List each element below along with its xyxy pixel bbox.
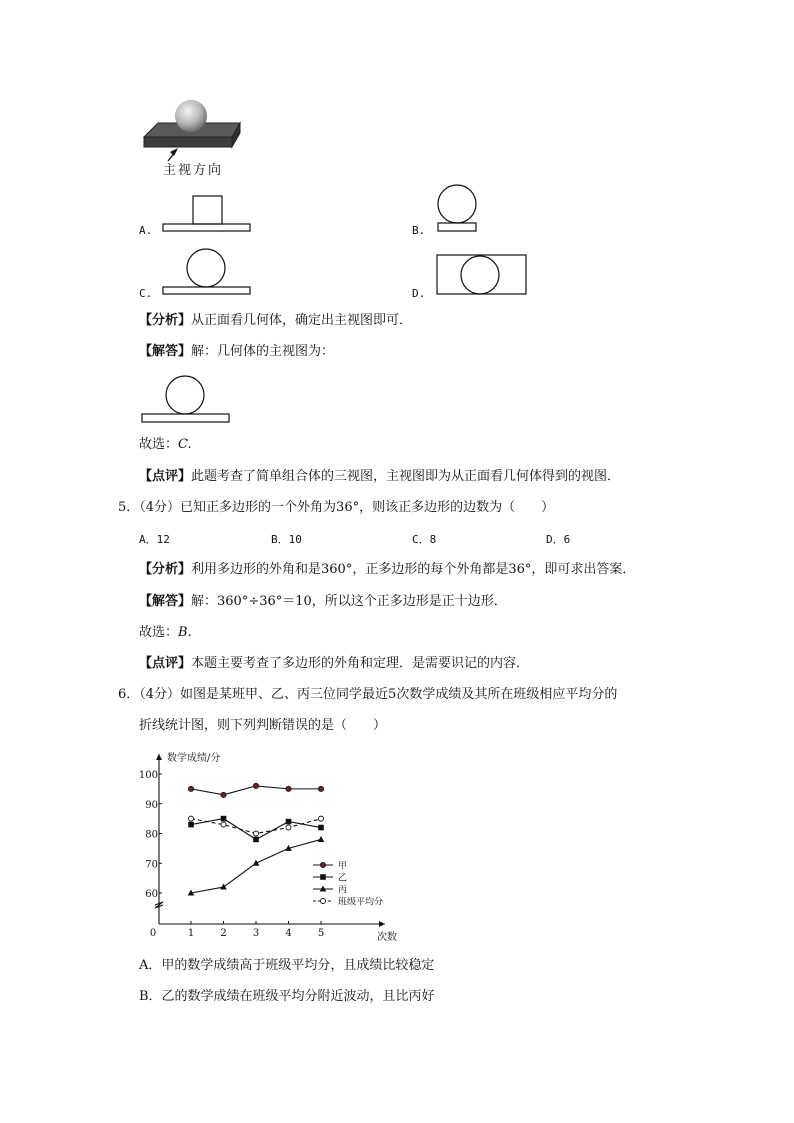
answer-value: C. [178,437,192,452]
q5-analysis [139,562,635,578]
solution-text: 解：几何体的主视图为： [191,344,335,359]
series-2-point [253,837,259,843]
series-2-point [286,819,292,825]
option-c-figure [162,246,254,296]
legend-label: 丙 [338,885,348,896]
q4-solution [139,344,334,360]
analysis-text: 利用多边形的外角和是360°，正多边形的每个外角都是36°，即可求出答案． [191,562,636,577]
q6-option-b: B．乙的数学成绩在班级平均分附近波动，且比丙好 [139,989,435,1004]
legend-label: 乙 [338,873,348,884]
ball [175,100,207,132]
legend-label: 班级平均分 [338,897,384,908]
figure-caption: 主视方向 [163,163,224,178]
series-3-point [220,884,227,890]
q5-option-a: A．12 [139,533,170,546]
option-b-label: B. [412,224,426,237]
q4-analysis [139,313,412,329]
y-axis-arrow [156,754,162,760]
comment-tag: 【点评】 [139,656,192,671]
answer-prefix: 故选： [139,437,179,452]
analysis-tag: 【分析】 [139,562,192,577]
series-4-point [221,822,226,827]
series-4-point [254,831,259,836]
q6-stem-line1: 6．（4分）如图是某班甲、乙、丙三位同学最近5次数学成绩及其所在班级相应平均分的 [118,687,618,702]
x-tick-label: 2 [220,928,227,939]
series-2-point [318,825,324,831]
series-1-point [253,783,258,788]
y-tick-label: 60 [145,889,158,900]
solution-tag: 【解答】 [139,344,192,359]
q5-option-b: B．10 [271,533,302,546]
legend-marker [320,862,325,867]
board-front [144,137,232,147]
q6-option-a: A．甲的数学成绩高于班级平均分，且成绩比较稳定 [139,958,435,973]
q5-option-c: C．8 [412,533,437,546]
answer-prefix: 故选： [139,625,179,640]
series-1-point [318,786,323,791]
series-4-point [319,816,324,821]
x-tick-label: 5 [317,928,325,939]
q4-comment [139,469,620,485]
legend-marker [320,874,326,880]
y-tick-label: 100 [138,770,158,781]
q4-answer [139,437,192,453]
analysis-text: 从正面看几何体，确定出主视图即可． [191,313,413,328]
solution-figure [140,373,234,425]
comment-text: 本题主要考查了多边形的外角和定理．是需要识记的内容． [191,656,530,671]
line-chart [138,748,410,944]
x-axis-label: 次数 [377,932,397,943]
q6-stem-line2: 折线统计图，则下列判断错误的是（ ） [139,718,387,733]
series-3-point [318,836,325,842]
option-b-figure [436,184,480,234]
analysis-tag: 【分析】 [139,313,192,328]
series-line-3 [191,839,321,893]
solution-text: 解：360°÷36°＝10，所以这个正多边形是正十边形． [191,594,507,609]
series-2-point [221,816,227,822]
q5-answer [139,625,192,641]
comment-text: 此题考查了简单组合体的三视图，主视图即为从正面看几何体得到的视图． [191,469,621,484]
option-a-figure [162,193,254,233]
y-axis-label: 数学成绩/分 [167,753,221,764]
x-tick-label: 4 [285,928,292,939]
series-2-point [188,822,194,828]
legend-marker [321,899,326,904]
answer-value: B. [178,625,192,640]
series-1-point [188,786,193,791]
option-d-label: D. [412,287,426,300]
q5-solution [139,594,507,610]
legend-label: 甲 [338,861,348,872]
x-tick-label: 3 [252,928,260,939]
y-tick-label: 70 [145,859,158,871]
comment-tag: 【点评】 [139,469,192,484]
q5-comment [139,656,529,672]
origin-label: 0 [149,928,157,939]
series-4-point [189,816,194,821]
y-tick-label: 90 [145,799,158,811]
x-axis-arrow [379,921,385,927]
x-tick-label: 1 [187,928,195,939]
q5-stem: 5．（4分）已知正多边形的一个外角为36°，则该正多边形的边数为（ ） [118,500,555,515]
series-1-point [286,786,291,791]
option-a-label: A. [139,224,153,237]
arrow-head [170,148,178,156]
option-d-figure [436,254,530,298]
y-tick-label: 80 [145,829,158,841]
series-1-point [221,792,226,797]
solution-tag: 【解答】 [139,594,192,609]
option-c-label: C. [139,287,153,300]
series-4-point [286,825,291,830]
q5-option-d: D．6 [546,533,571,546]
